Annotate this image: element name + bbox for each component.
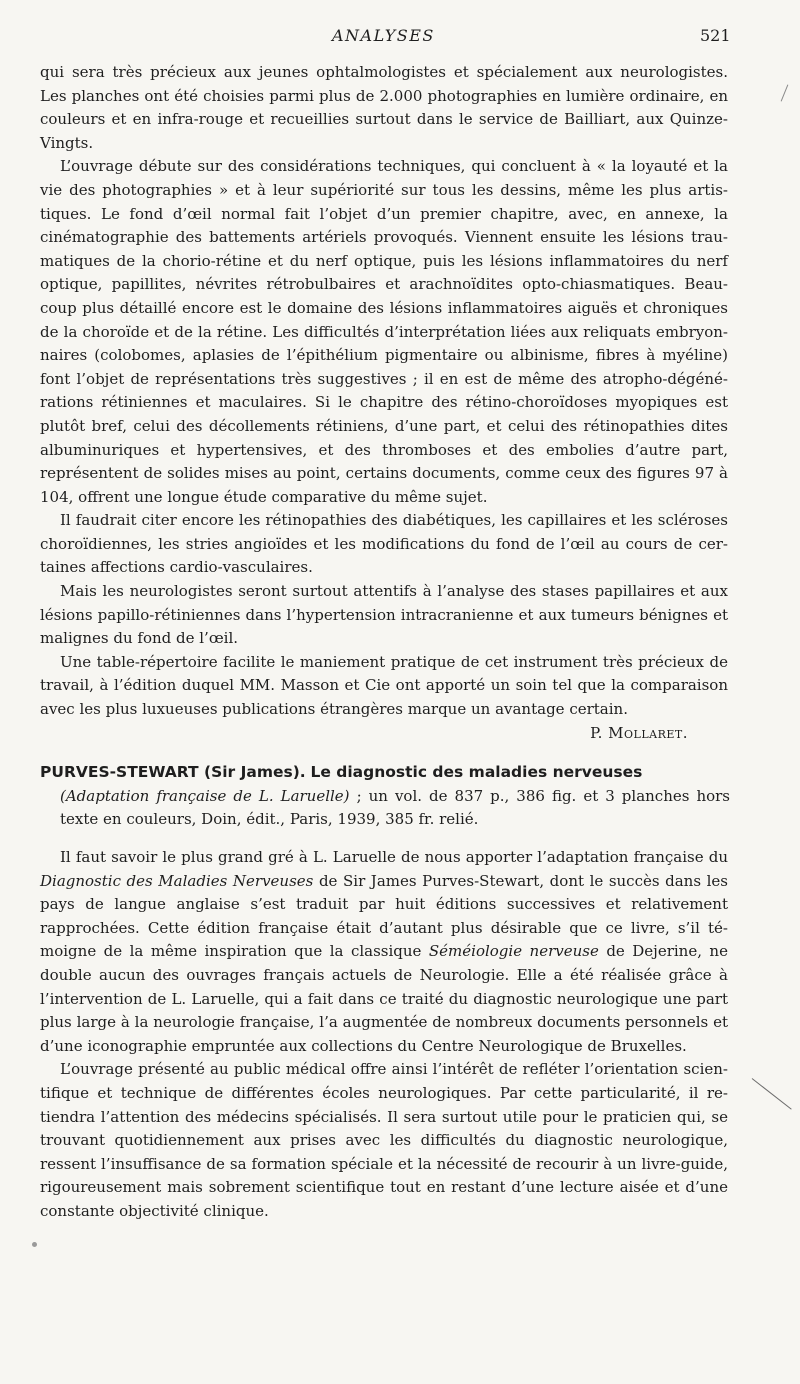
review2-paragraph-2: L’ouvrage présenté au public médical offre ainsi l’intérêt de refléter l’orientation scientifique et technique de différentes écoles neurologiques. Par cette particularité, il retiendra l’attention des médecins spécialisés. Il sera surtout utile pour le praticien qui, se trouvant quotidiennement aux prises avec les difficultés du diagnostic neurologique, ressent l’insuffisance de sa formation spéciale et la nécessité de recourir à un livre-guide, rigoureusement mais sobrement scientifique tout en restant d’une lecture aisée et d’une constante objectivité clinique. bbox=[40, 1060, 728, 1220]
review2-p1-part-b: de Sir James Purves-Stewart, dont le succès dans les pays de langue anglaise s’est traduit par huit éditions successives et relativement rapprochées. Cette édition française était d’autant plus désirable que ce livre, s’il témoigne de la même inspiration que la classique bbox=[40, 871, 728, 961]
review2-details-italic: (Adaptation française de L. Laruelle) bbox=[60, 786, 350, 805]
review1-signature bbox=[40, 722, 728, 746]
review1-paragraph-2: L’ouvrage débute sur des considérations techniques, qui concluent à « la loyauté et la vie des photographies » et à leur supériorité sur tous les dessins, même les plus artistiques. Le fond d’œil normal fait l’objet d’un premier chapitre, avec, en annexe, la cinématographie des battements artériels provoqués. Viennent ensuite les lésions traumatiques de la chorio-rétine et du nerf optique, puis les lésions inflammatoires du nerf optique, papillites, névrites rétrobulbaires et arachnoïdites opto-chiasmatiques. Beaucoup plus détaillé encore est le domaine des lésions inflammatoires aiguës et chroniques de la choroïde et de la rétine. Les difficultés d’interprétation liées aux reliquats embryonnaires (colobomes, aplasies de l’épithélium pigmentaire ou albinisme, fibres à myéline) font l’objet de représentations très suggestives ; il en est de même des atropho-dégénérations rétiniennes et maculaires. Si le chapitre des rétino-choroïdoses myopiques est plutôt bref, celui des décollements rétiniens, d’une part, et celui des rétinopathies dites albuminuriques et hypertensives, et des thromboses et des embolies d’autre part, représentent de solides mises au point, certains documents, comme ceux des figures 97 à 104, offrent une longue étude comparative du même sujet. bbox=[40, 157, 728, 506]
review2-p1-dejerine-title: Séméiologie nerveuse bbox=[428, 942, 599, 961]
review2-author: PURVES-STEWART (Sir James). bbox=[40, 763, 306, 781]
page-edge-stroke bbox=[752, 1078, 792, 1110]
review2-heading bbox=[40, 761, 730, 832]
review2-p1-book-title: Diagnostic des Maladies Nerveuses bbox=[40, 871, 314, 890]
review1-paragraph-4: Mais les neurologistes seront surtout attentifs à l’analyse des stases papillaires et aux lésions papillo-rétiniennes dans l’hypertension intracranienne et aux tumeurs bénignes et malignes du fond de l’œil. bbox=[40, 582, 728, 648]
review2-bibliographic-details bbox=[40, 785, 730, 832]
running-head bbox=[0, 26, 800, 48]
review-mollaret bbox=[40, 61, 728, 745]
review2-p1-part-a: Il faut savoir le plus grand gré à L. Laruelle de nous apporter l’adaptation française du bbox=[60, 848, 728, 866]
signature-text: P. Mollaret. bbox=[590, 723, 688, 742]
ink-speck bbox=[32, 1242, 37, 1247]
page-number: 521 bbox=[700, 26, 731, 45]
review1-paragraph-5: Une table-répertoire facilite le maniement pratique de cet instrument très précieux de travail, à l’édition duquel MM. Masson et Cie ont apporté un soin tel que la comparaison avec les plus luxueuses publications étrangères marque un avantage certain. bbox=[40, 652, 728, 719]
review2-p1-part-c: de Dejerine, ne double aucun des ouvrages français actuels de Neurologie. Elle a été réalisée grâce à l’intervention de L. Laruelle, qui a fait dans ce traité du diagnostic neurologique une part plus large à la neurologie française, l’a augmentée de nombreux documents personnels et d’une iconographie empruntée aux collections du Centre Neurologique de Bruxelles. bbox=[40, 942, 728, 1055]
review2-details-text: ; un vol. de 837 p., 386 fig. et 3 planches hors texte en couleurs, Doin, édit., Paris, 1939, 385 fr. relié. bbox=[60, 786, 730, 829]
review1-paragraph-3: Il faudrait citer encore les rétinopathies des diabétiques, les capillaires et les scléroses choroïdiennes, les stries angioïdes et les modifications du fond de l’œil au cours de certaines affections cardio-vasculaires. bbox=[40, 511, 728, 577]
review-purves-stewart bbox=[40, 846, 728, 1224]
review1-paragraph-1: qui sera très précieux aux jeunes ophtalmologistes et spécialement aux neurologistes. Les planches ont été choisies parmi plus de 2.000 photographies en lumière ordinaire, en couleurs et en infra-rouge et recueillies surtout dans le service de Bailliart, aux Quinze-Vingts. bbox=[40, 63, 728, 152]
review2-book-title: Le diagnostic des maladies nerveuses bbox=[310, 763, 643, 781]
margin-mark bbox=[781, 84, 789, 101]
running-head-title: ANALYSES bbox=[332, 26, 435, 45]
review2-paragraph-1 bbox=[40, 846, 728, 1058]
